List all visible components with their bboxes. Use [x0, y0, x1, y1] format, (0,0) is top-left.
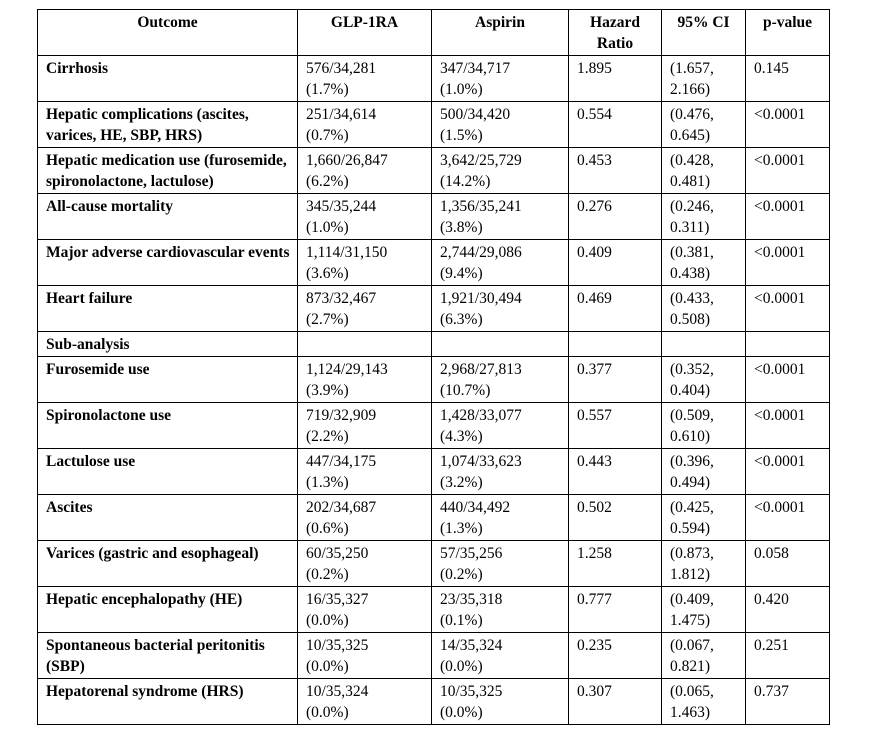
cell-hazard-ratio-text: 1.895	[577, 60, 612, 77]
cell-aspirin-text: 14/35,324	[440, 637, 503, 654]
cell-glp1ra-text: (0.0%)	[306, 704, 349, 721]
cell-glp1ra	[298, 541, 432, 587]
cell-ci-text: (0.509,	[670, 407, 714, 424]
cell-hazard-ratio	[569, 332, 662, 357]
cell-ci-text: (0.396,	[670, 453, 714, 470]
cell-outcome	[38, 286, 298, 332]
cell-glp1ra-text: 1,124/29,143	[306, 361, 388, 378]
cell-aspirin-text: (0.2%)	[440, 566, 483, 583]
cell-hazard-ratio	[569, 679, 662, 725]
cell-p-value	[746, 679, 830, 725]
cell-aspirin	[432, 148, 569, 194]
cell-ci-text: 1.463)	[670, 704, 711, 721]
cell-glp1ra-text: (1.3%)	[306, 474, 349, 491]
cell-outcome	[38, 148, 298, 194]
cell-ci	[662, 587, 746, 633]
table-row	[38, 679, 830, 725]
cell-p-value	[746, 332, 830, 357]
cell-aspirin	[432, 102, 569, 148]
cell-outcome	[38, 56, 298, 102]
cell-aspirin-text: 3,642/25,729	[440, 152, 522, 169]
cell-hazard-ratio	[569, 286, 662, 332]
cell-outcome	[38, 194, 298, 240]
cell-outcome-text: Varices (gastric and esophageal)	[46, 545, 259, 562]
cell-glp1ra-text: (0.0%)	[306, 658, 349, 675]
cell-glp1ra-text: 16/35,327	[306, 591, 369, 608]
cell-aspirin-text: 440/34,492	[440, 499, 511, 516]
cell-ci-text: (0.428,	[670, 152, 714, 169]
cell-aspirin-text: 1,356/35,241	[440, 198, 522, 215]
cell-p-value-text: 0.058	[754, 545, 789, 562]
cell-hazard-ratio-text: 0.554	[577, 106, 612, 123]
cell-outcome-text: Ascites	[46, 499, 93, 516]
cell-outcome	[38, 679, 298, 725]
cell-hazard-ratio-text: 0.409	[577, 244, 612, 261]
cell-outcome	[38, 240, 298, 286]
cell-outcome	[38, 541, 298, 587]
cell-outcome-text: Sub-analysis	[46, 336, 130, 353]
cell-aspirin-text: 1,921/30,494	[440, 290, 522, 307]
cell-ci	[662, 633, 746, 679]
header-aspirin: Aspirin	[432, 10, 569, 56]
cell-aspirin-text: (1.0%)	[440, 81, 483, 98]
cell-p-value-text: <0.0001	[754, 453, 806, 470]
cell-ci-text: 0.438)	[670, 265, 711, 282]
cell-outcome	[38, 403, 298, 449]
cell-outcome	[38, 587, 298, 633]
cell-glp1ra-text: 202/34,687	[306, 499, 377, 516]
cell-hazard-ratio	[569, 102, 662, 148]
results-table	[37, 9, 830, 725]
cell-p-value	[746, 633, 830, 679]
cell-glp1ra-text: (0.6%)	[306, 520, 349, 537]
cell-aspirin-text: 2,968/27,813	[440, 361, 522, 378]
cell-aspirin	[432, 332, 569, 357]
cell-outcome-text: Lactulose use	[46, 453, 136, 470]
cell-ci	[662, 357, 746, 403]
cell-ci-text: 1.812)	[670, 566, 711, 583]
header-p-value: p-value	[746, 10, 830, 56]
cell-hazard-ratio	[569, 633, 662, 679]
cell-hazard-ratio	[569, 357, 662, 403]
cell-hazard-ratio-text: 0.307	[577, 683, 612, 700]
header-hazard-ratio: Hazard Ratio	[569, 10, 662, 56]
cell-glp1ra	[298, 449, 432, 495]
cell-outcome-text: Spontaneous bacterial peritonitis (SBP)	[46, 637, 265, 675]
cell-aspirin	[432, 240, 569, 286]
table-row	[38, 102, 830, 148]
cell-p-value	[746, 102, 830, 148]
cell-aspirin	[432, 449, 569, 495]
cell-glp1ra-text: (0.2%)	[306, 566, 349, 583]
cell-glp1ra-text: (1.0%)	[306, 219, 349, 236]
cell-aspirin-text: (0.1%)	[440, 612, 483, 629]
cell-glp1ra-text: 10/35,325	[306, 637, 369, 654]
cell-p-value-text: 0.737	[754, 683, 789, 700]
cell-glp1ra-text: (0.7%)	[306, 127, 349, 144]
cell-p-value-text: <0.0001	[754, 106, 806, 123]
cell-ci	[662, 286, 746, 332]
cell-p-value	[746, 194, 830, 240]
cell-outcome-text: Hepatic complications (ascites, varices, HE, SBP, HRS)	[46, 106, 249, 144]
cell-aspirin-text: (0.0%)	[440, 704, 483, 721]
cell-glp1ra	[298, 240, 432, 286]
cell-aspirin-text: (3.8%)	[440, 219, 483, 236]
cell-aspirin-text: (1.5%)	[440, 127, 483, 144]
cell-ci-text: 2.166)	[670, 81, 711, 98]
cell-p-value-text: <0.0001	[754, 290, 806, 307]
cell-glp1ra	[298, 286, 432, 332]
cell-ci-text: 0.404)	[670, 382, 711, 399]
cell-p-value-text: 0.145	[754, 60, 789, 77]
table-row	[38, 194, 830, 240]
cell-aspirin-text: (3.2%)	[440, 474, 483, 491]
cell-ci-text: 0.311)	[670, 219, 710, 236]
header-glp1ra: GLP-1RA	[298, 10, 432, 56]
cell-glp1ra-text: 10/35,324	[306, 683, 369, 700]
cell-aspirin-text: 10/35,325	[440, 683, 503, 700]
header-row	[38, 10, 830, 56]
cell-p-value-text: <0.0001	[754, 499, 806, 516]
cell-hazard-ratio-text: 0.276	[577, 198, 612, 215]
cell-p-value	[746, 286, 830, 332]
cell-aspirin	[432, 194, 569, 240]
cell-hazard-ratio	[569, 403, 662, 449]
cell-outcome-text: Cirrhosis	[46, 60, 108, 77]
cell-ci-text: 0.645)	[670, 127, 711, 144]
header-ci: 95% CI	[662, 10, 746, 56]
cell-aspirin-text: 23/35,318	[440, 591, 503, 608]
cell-ci-text: (0.873,	[670, 545, 714, 562]
cell-ci	[662, 679, 746, 725]
cell-glp1ra-text: 251/34,614	[306, 106, 377, 123]
table-row	[38, 240, 830, 286]
table-row	[38, 403, 830, 449]
cell-p-value	[746, 240, 830, 286]
cell-p-value-text: <0.0001	[754, 198, 806, 215]
cell-hazard-ratio	[569, 240, 662, 286]
cell-ci-text: (0.425,	[670, 499, 714, 516]
cell-aspirin	[432, 357, 569, 403]
cell-ci-text: 0.494)	[670, 474, 711, 491]
table-row	[38, 56, 830, 102]
cell-aspirin-text: 1,428/33,077	[440, 407, 522, 424]
cell-outcome	[38, 495, 298, 541]
cell-hazard-ratio-text: 0.469	[577, 290, 612, 307]
cell-ci	[662, 495, 746, 541]
cell-aspirin	[432, 403, 569, 449]
cell-aspirin	[432, 495, 569, 541]
cell-outcome-text: Furosemide use	[46, 361, 150, 378]
cell-ci	[662, 148, 746, 194]
header-outcome: Outcome	[38, 10, 298, 56]
cell-ci-text: 1.475)	[670, 612, 711, 629]
cell-outcome-text: Spironolactone use	[46, 407, 172, 424]
cell-ci-text: (0.409,	[670, 591, 714, 608]
cell-p-value-text: 0.420	[754, 591, 789, 608]
cell-hazard-ratio	[569, 449, 662, 495]
cell-glp1ra-text: 1,660/26,847	[306, 152, 388, 169]
cell-p-value	[746, 56, 830, 102]
cell-outcome	[38, 449, 298, 495]
cell-ci-text: (0.065,	[670, 683, 714, 700]
cell-p-value-text: <0.0001	[754, 152, 806, 169]
cell-p-value	[746, 357, 830, 403]
cell-aspirin	[432, 587, 569, 633]
cell-aspirin-text: (6.3%)	[440, 311, 483, 328]
cell-p-value	[746, 495, 830, 541]
cell-hazard-ratio	[569, 541, 662, 587]
cell-aspirin	[432, 633, 569, 679]
cell-aspirin	[432, 541, 569, 587]
cell-hazard-ratio	[569, 148, 662, 194]
table-row	[38, 449, 830, 495]
cell-outcome-text: All-cause mortality	[46, 198, 173, 215]
cell-aspirin	[432, 286, 569, 332]
cell-aspirin-text: (0.0%)	[440, 658, 483, 675]
cell-outcome-text: Hepatic medication use (furosemide, spironolactone, lactulose)	[46, 152, 287, 190]
cell-glp1ra	[298, 633, 432, 679]
table-row	[38, 148, 830, 194]
cell-hazard-ratio-text: 0.377	[577, 361, 612, 378]
table-row	[38, 495, 830, 541]
cell-p-value	[746, 541, 830, 587]
cell-glp1ra	[298, 102, 432, 148]
cell-ci-text: 0.594)	[670, 520, 711, 537]
section-row	[38, 332, 830, 357]
cell-glp1ra-text: 1,114/31,150	[306, 244, 388, 261]
cell-hazard-ratio-text: 0.557	[577, 407, 612, 424]
cell-hazard-ratio	[569, 495, 662, 541]
cell-glp1ra-text: 576/34,281	[306, 60, 377, 77]
cell-hazard-ratio-text: 1.258	[577, 545, 612, 562]
cell-glp1ra	[298, 194, 432, 240]
cell-aspirin-text: 2,744/29,086	[440, 244, 522, 261]
cell-hazard-ratio	[569, 194, 662, 240]
cell-glp1ra-text: (3.6%)	[306, 265, 349, 282]
cell-glp1ra-text: (2.2%)	[306, 428, 349, 445]
cell-p-value	[746, 587, 830, 633]
cell-outcome-text: Major adverse cardiovascular events	[46, 244, 290, 261]
cell-aspirin-text: 1,074/33,623	[440, 453, 522, 470]
cell-glp1ra-text: 447/34,175	[306, 453, 377, 470]
cell-outcome-text: Hepatic encephalopathy (HE)	[46, 591, 243, 608]
cell-glp1ra-text: (6.2%)	[306, 173, 349, 190]
cell-p-value-text: <0.0001	[754, 244, 806, 261]
cell-ci	[662, 541, 746, 587]
cell-hazard-ratio-text: 0.502	[577, 499, 612, 516]
table-row	[38, 286, 830, 332]
cell-p-value	[746, 449, 830, 495]
cell-aspirin-text: (10.7%)	[440, 382, 491, 399]
cell-p-value-text: <0.0001	[754, 361, 806, 378]
cell-glp1ra	[298, 148, 432, 194]
cell-aspirin-text: (1.3%)	[440, 520, 483, 537]
cell-glp1ra	[298, 403, 432, 449]
cell-glp1ra-text: (0.0%)	[306, 612, 349, 629]
cell-hazard-ratio-text: 0.443	[577, 453, 612, 470]
cell-ci	[662, 403, 746, 449]
table-row	[38, 357, 830, 403]
cell-glp1ra	[298, 587, 432, 633]
cell-ci-text: (0.246,	[670, 198, 714, 215]
cell-glp1ra-text: 345/35,244	[306, 198, 377, 215]
cell-ci	[662, 240, 746, 286]
cell-ci	[662, 449, 746, 495]
cell-ci-text: (0.381,	[670, 244, 714, 261]
cell-ci	[662, 332, 746, 357]
cell-hazard-ratio	[569, 587, 662, 633]
cell-glp1ra	[298, 679, 432, 725]
cell-aspirin-text: (9.4%)	[440, 265, 483, 282]
cell-glp1ra-text: 60/35,250	[306, 545, 369, 562]
cell-ci-text: (0.352,	[670, 361, 714, 378]
cell-glp1ra	[298, 332, 432, 357]
cell-outcome	[38, 633, 298, 679]
cell-ci-text: (0.067,	[670, 637, 714, 654]
cell-glp1ra	[298, 495, 432, 541]
cell-ci	[662, 194, 746, 240]
cell-outcome-text: Hepatorenal syndrome (HRS)	[46, 683, 244, 700]
cell-p-value	[746, 148, 830, 194]
cell-p-value	[746, 403, 830, 449]
cell-hazard-ratio-text: 0.453	[577, 152, 612, 169]
cell-hazard-ratio-text: 0.235	[577, 637, 612, 654]
cell-outcome	[38, 332, 298, 357]
cell-hazard-ratio	[569, 56, 662, 102]
cell-aspirin-text: (4.3%)	[440, 428, 483, 445]
cell-aspirin-text: 500/34,420	[440, 106, 511, 123]
cell-ci-text: (0.476,	[670, 106, 714, 123]
cell-glp1ra-text: 873/32,467	[306, 290, 377, 307]
cell-ci-text: (1.657,	[670, 60, 714, 77]
cell-outcome-text: Heart failure	[46, 290, 133, 307]
cell-outcome	[38, 357, 298, 403]
cell-glp1ra-text: (3.9%)	[306, 382, 349, 399]
cell-ci-text: (0.433,	[670, 290, 714, 307]
cell-ci	[662, 102, 746, 148]
cell-aspirin-text: 57/35,256	[440, 545, 503, 562]
table-row	[38, 541, 830, 587]
cell-aspirin-text: (14.2%)	[440, 173, 491, 190]
cell-glp1ra-text: 719/32,909	[306, 407, 377, 424]
cell-ci-text: 0.481)	[670, 173, 711, 190]
cell-glp1ra	[298, 357, 432, 403]
cell-aspirin-text: 347/34,717	[440, 60, 511, 77]
cell-ci-text: 0.508)	[670, 311, 711, 328]
table-row	[38, 587, 830, 633]
cell-aspirin	[432, 679, 569, 725]
cell-ci	[662, 56, 746, 102]
cell-ci-text: 0.821)	[670, 658, 711, 675]
table-row	[38, 633, 830, 679]
cell-aspirin	[432, 56, 569, 102]
cell-outcome	[38, 102, 298, 148]
cell-glp1ra-text: (1.7%)	[306, 81, 349, 98]
cell-hazard-ratio-text: 0.777	[577, 591, 612, 608]
cell-p-value-text: 0.251	[754, 637, 789, 654]
cell-p-value-text: <0.0001	[754, 407, 806, 424]
cell-ci-text: 0.610)	[670, 428, 711, 445]
cell-glp1ra	[298, 56, 432, 102]
cell-glp1ra-text: (2.7%)	[306, 311, 349, 328]
